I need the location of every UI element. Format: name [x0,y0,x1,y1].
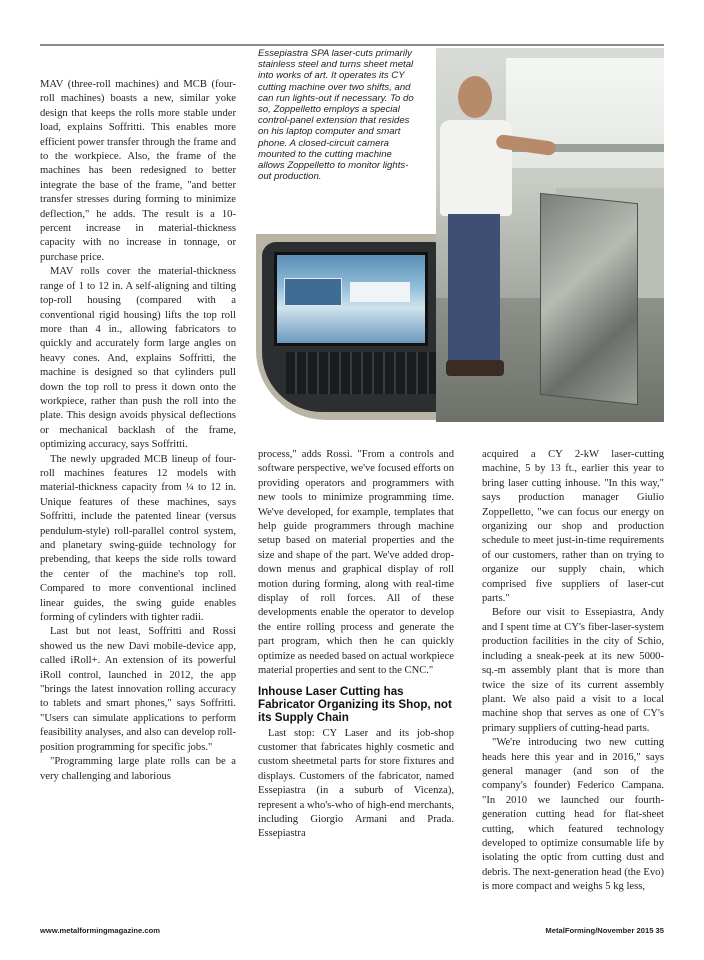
body-paragraph: MAV (three-roll machines) and MCB (four-roll machines) boasts a new, similar yoke design that keeps the rolls more stable under load, explains Soffritti. This enables more efficient power transfer through the frame and to the workpiece. Also, the frame of the machines has been redesigned to better integrate the base of the frame, "and better transfer stresses during forming to minimize deflection," he adds. The result is a 10-percent increase in material-thickness capacity with no increase in tonnage, or purchase price. [40,79,236,263]
control-panel-window [284,278,342,306]
control-panel-sidebar [350,282,410,302]
person-shoes [446,360,504,376]
body-paragraph: The newly upgraded MCB lineup of four-roll machines features 12 models with material-thickness capacity from ¼ to 12 in. Unique features of these machines, says Soffritti, include the patented linear (versus pendulum-style) roll-parallel control system, and planetary swing-guide technology for prebending, that keeps the side rolls toward the center of the machine's top roll. Compared to more conventional inclined linear guides, the swing guide enables forming of cylinders with tighter radii. [40,453,236,624]
footer-website: www.metalformingmagazine.com [40,926,160,935]
body-paragraph: "We're introducing two new cutting heads here this year and in 2016," says general manager (and son of the company's founder) Federico Campana. "In 2010 we launched our fourth-generation cutting head for flat-sheet cutting, which featured technology developed to optimize consumable life by isolating the optic from cutting dust and debris. The next-generation head (the Evo) is more compact and weighs 5 kg less, [482,737,664,893]
sheet-metal-artwork [540,193,638,405]
body-paragraph: Before our visit to Essepiastra, Andy and I spent time at CY's fiber-laser-system production facilities in the city of Schio, including a sneak-peek at its new 5000-sq.-m assembly plant that is more than twice the size of its current assembly plant. We also paid a visit to a local machine shop that serves as one of CY's primary suppliers of cutting-head parts. [482,607,664,734]
body-paragraph: acquired a CY 2-kW laser-cutting machine, 5 by 13 ft., earlier this year to bring laser cutting inhouse. "In this way," says production manager Giulio Zoppelletto, "we can focus our energy on organizing our shop and production schedule to meet just-in-time requirements of our customers, rather than on trying to organize our supply chain, which comprised five suppliers of laser-cut parts." [482,449,664,605]
laptop-photo [256,234,436,420]
laptop-keyboard [286,352,436,394]
person-legs [448,214,500,364]
top-rule [40,44,664,46]
footer-folio: MetalForming/November 2015 35 [545,926,664,935]
article-column-3 [482,448,664,895]
article-column-1 [40,78,236,784]
body-paragraph: process," adds Rossi. "From a controls and software perspective, we've focused efforts on providing operators and programmers with new tools to minimize programming time. We've developed, for example, templates that help guide programmers through machine setup based on material properties and the size and shape of the part. We've added drop-down menus and graphical display of roll motion during forming, along with real-time display of roll forces. All of these developments enable the operator to develop the entire rolling process and generate the part program, which then he can quickly optimize as needed based on actual workpiece material properties and sent to the CNC." [258,449,454,677]
body-paragraph: Last stop: CY Laser and its job-shop customer that fabricates highly cosmetic and custom sheetmetal parts for store fixtures and displays. Customers of the fabricator, named Essepiastra (in a suburb of Vicenza), represent a who's-who of high-end merchants, including Giorgio Armani and Prada. Essepiastra [258,727,454,840]
shop-floor-photo [436,48,664,422]
article-column-2 [258,448,454,842]
person-head [458,76,492,118]
section-heading: Inhouse Laser Cutting has Fabricator Organizing its Shop, not its Supply Chain [258,684,452,724]
body-paragraph: MAV rolls cover the material-thickness range of 1 to 12 in. A self-aligning and tilting top-roll housing (compared with a conventional rigid housing) lifts the top roll more than 4 in., allowing fabricators to quickly and accurately form large angles on heavy cones. And, explains Soffritti, the machine is designed so that cylinders pull down the top roll to press it down onto the workpiece, rather than push the roll into the plate. This design avoids physical deflections or mechanical backlash of the frame, optimizing accuracy, says Soffritti. [40,266,236,451]
body-paragraph: Last but not least, Soffritti and Rossi showed us the new Davi mobile-device app, called iRoll+. An extension of its powerful iRoll control, launched in 2012, the app "brings the latest innovation rolling accuracy to tablets and smart phones," says Soffritti. "Users can simulate applications to perform feasibility analyses, and also can develop roll-position programming for specific jobs." [40,626,236,753]
body-paragraph: "Programming large plate rolls can be a very challenging and laborious [40,756,236,782]
photo-caption: Essepiastra SPA laser-cuts primarily stainless steel and turns sheet metal into works of art. It operates its CY cutting machine over two shifts, and can run lights-out if necessary. To do so, Zoppelletto employs a special control-panel extension that resides on his laptop computer and smart phone. A closed-circuit camera mounted to the cutting machine allows Zoppelletto to monitor lights-out production. [258,48,414,183]
